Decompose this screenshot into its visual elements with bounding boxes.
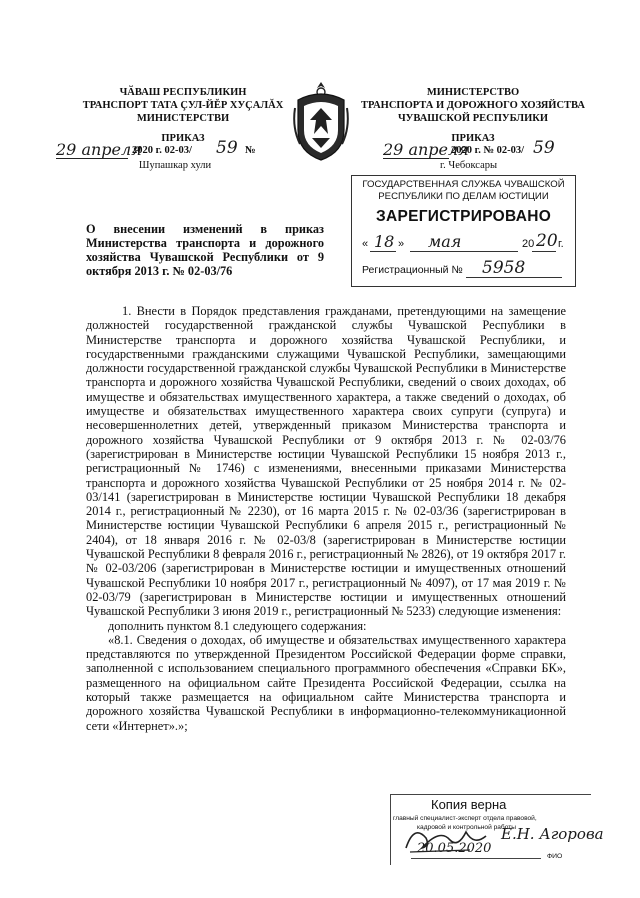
left-header-line1: ЧӐВАШ РЕСПУБЛИКИН <box>119 87 247 98</box>
stamp-reg-number: 5958 <box>482 258 526 278</box>
stamp-reg-label: Регистрационный № <box>362 264 463 276</box>
right-order-underline <box>383 158 449 159</box>
copy-stamp-fio: ФИО <box>547 853 563 860</box>
left-order-number: 59 <box>216 138 238 158</box>
right-header <box>350 86 596 125</box>
left-order-number-sign: № <box>245 145 256 156</box>
left-order-underline <box>56 158 128 159</box>
body-paragraph-1: 1. Внести в Порядок представления гражданами, претендующими на замещение должностей государственной гражданской службы Чувашской Республики в Министерстве транспорта и дорожного хозяйства Чувашской Республики, и государственными гражданскими служащими Чувашской Республики, замещающими должности государственной гражданской службы Чувашской Республики в Министерстве транспорта и дорожного хозяйства Чувашской Республики, сведений о своих доходах, об имуществе и обязательствах имущественного характера, а также сведений о доходах, об имуществе и обязательствах имущественного характера своих супруги (супруга) и несовершеннолетних детей, утвержденный приказом Министерства транспорта и дорожного хозяйства Чувашской Республики от 9 октября 2013 г. № 02-03/76 (зарегистрирован в Министерстве юстиции Чувашской Республики 15 ноября 2013 г., регистрационный № 1746) с изменениями, внесенными приказами Министерства транспорта и дорожного хозяйства Чувашской Республики от 25 ноября 2014 г. № 02-03/141 (зарегистрирован в Министерстве юстиции Чувашской Республики 18 декабря 2014 г., регистрационный № 2230), от 16 марта 2015 г. № 02-03/36 (зарегистрирован в Министерстве юстиции Чувашской Республики 6 апреля 2015 г., регистрационный № 2404), от 18 января 2016 г. № 02-03/8 (зарегистрирован в Министерстве юстиции Чувашской Республики 8 февраля 2016 г., регистрационный № 2826), от 19 октября 2017 г. № 02-03/206 (зарегистрирован в Министерстве юстиции и имущественных отношений Чувашской Республики 10 ноября 2017 г., регистрационный № 4097), от 17 мая 2019 г. № 02-03/79 (зарегистрирован в Министерстве юстиции и имущественных отношений Чувашской Республики 3 июня 2019 г., регистрационный № 5233) следующие изменения: <box>86 304 566 619</box>
left-order-number-printed: 2020 г. 02-03/ <box>132 145 192 156</box>
left-order-date: 29 апреля <box>56 140 142 159</box>
right-header-line1: МИНИСТЕРСТВО <box>426 87 520 98</box>
stamp-date-row: « 18 » мая 20 20 г. <box>362 231 564 251</box>
right-order-date: 29 апреля <box>383 140 469 159</box>
left-header-line2: ТРАНСПОРТ ТАТА ҪУЛ-ЙĔР ХУҪАЛĂХ <box>82 100 284 111</box>
right-city: г. Чебоксары <box>440 160 498 171</box>
registration-stamp <box>351 175 576 287</box>
right-order-line <box>383 140 583 160</box>
coat-of-arms-emblem <box>292 78 350 164</box>
left-city: Шупашкар хули <box>138 160 212 171</box>
stamp-org-line1: ГОСУДАРСТВЕННАЯ СЛУЖБА ЧУВАШСКОЙ <box>362 179 565 190</box>
stamp-year: 20 <box>536 231 558 251</box>
left-header <box>78 86 288 125</box>
copy-stamp-title: Копия верна <box>431 797 507 812</box>
body-paragraph-2: дополнить пунктом 8.1 следующего содержания: <box>108 618 367 633</box>
right-order-number-printed: 2020 г. № 02-03/ <box>451 145 525 156</box>
left-header-line3: МИНИСТЕРСТВИ <box>136 113 230 124</box>
stamp-reg-row <box>362 260 567 280</box>
stamp-year-prefix: 20 <box>522 238 535 250</box>
right-order-title: ПРИКАЗ <box>451 133 495 144</box>
right-order-number: 59 <box>533 138 555 158</box>
stamp-title: ЗАРЕГИСТРИРОВАНО <box>375 208 552 225</box>
body-paragraph-3: «8.1. Сведения о доходах, об имуществе и обязательствах имущественного характера представляются по утвержденной Президентом Российской Федерации форме справки, заполненной с использованием специального программного обеспечения «Справки БК», размещенного на официальном сайте Президента Российской Федерации, ссылка на который также размещается на официальном сайте Министерства транспорта и дорожного хозяйства Чувашской Республики в информационно-телекоммуникационной сети «Интернет».»; <box>86 632 566 733</box>
stamp-month: мая <box>428 232 462 251</box>
left-order-line <box>56 140 276 160</box>
stamp-day: 18 <box>374 232 395 251</box>
copy-stamp-date: 20.05.2020 <box>417 841 492 856</box>
copy-stamp-position-line2: кадровой и контрольной работы <box>417 824 516 831</box>
document-body <box>86 304 566 733</box>
copy-stamp-position-line1: главный специалист-эксперт отдела правовой, <box>393 815 537 822</box>
copy-stamp-signature: Е.Н. Агорова <box>501 825 604 843</box>
right-header-line3: ЧУВАШСКОЙ РЕСПУБЛИКИ <box>397 113 549 124</box>
stamp-year-suffix: г. <box>558 238 564 250</box>
document-subject: О внесении изменений в приказ Министерства транспорта и дорожного хозяйства Чувашской Республики от 9 октября 2013 г. № 02-03/76 <box>86 222 324 278</box>
left-order-title: ПРИКАЗ <box>161 133 205 144</box>
right-header-line2: ТРАНСПОРТА И ДОРОЖНОГО ХОЗЯЙСТВА <box>361 100 585 111</box>
handwritten-signature <box>400 818 520 858</box>
stamp-org-line2: РЕСПУБЛИКИ ПО ДЕЛАМ ЮСТИЦИИ <box>378 191 549 202</box>
